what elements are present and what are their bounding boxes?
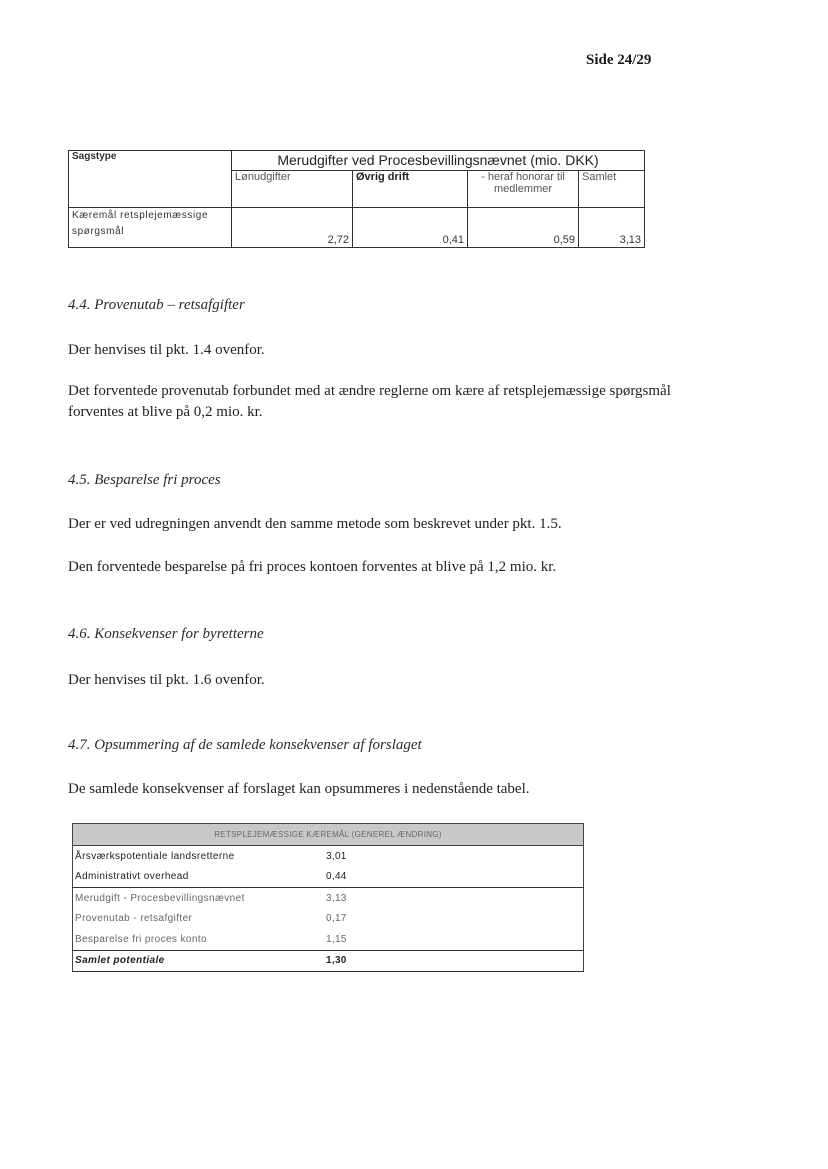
table-row — [73, 929, 584, 950]
col-ovrig-drift: Øvrig drift — [353, 171, 468, 208]
table-row — [73, 846, 584, 867]
paragraph: Der henvises til pkt. 1.6 ovenfor. — [68, 672, 265, 688]
cell-honorar: 0,59 — [468, 208, 579, 248]
merudgifter-table — [68, 150, 645, 248]
table-row — [73, 888, 584, 909]
section-heading-4-6: 4.6. Konsekvenser for byretterne — [68, 626, 264, 642]
row-label: Samlet potentiale — [73, 950, 325, 972]
table-row — [73, 867, 584, 888]
section-heading-4-5: 4.5. Besparelse fri proces — [68, 472, 221, 488]
col-lonudgifter: Lønudgifter — [232, 171, 353, 208]
summary-header: RETSPLEJEMÆSSIGE KÆREMÅL (GENEREL ÆNDRING) — [73, 824, 584, 846]
row-label: Årsværkspotentiale landsretterne — [73, 846, 325, 867]
summary-table — [72, 823, 584, 972]
row-label: Administrativt overhead — [73, 867, 325, 888]
table-row-total — [73, 950, 584, 972]
row-label: Besparelse fri proces konto — [73, 929, 325, 950]
section-heading-4-7: 4.7. Opsummering af de samlede konsekvenser af forslaget — [68, 737, 422, 753]
col-merudgifter-group: Merudgifter ved Procesbevillingsnævnet (mio. DKK) — [232, 151, 645, 171]
row-value: 0,17 — [324, 909, 584, 930]
paragraph: De samlede konsekvenser af forslaget kan opsummeres i nedenstående tabel. — [68, 781, 530, 797]
cell-lonudgifter: 2,72 — [232, 208, 353, 248]
table-row — [73, 909, 584, 930]
row-label: Merudgift - Procesbevillingsnævnet — [73, 888, 325, 909]
page-number: Side 24/29 — [586, 52, 652, 68]
col-sagstype: Sagstype — [69, 151, 232, 208]
col-samlet: Samlet — [579, 171, 645, 208]
cell-ovrig-drift: 0,41 — [353, 208, 468, 248]
row-value: 1,15 — [324, 929, 584, 950]
row-value: 3,01 — [324, 846, 584, 867]
col-honorar: - heraf honorar til medlemmer — [468, 171, 579, 208]
paragraph: Det forventede provenutab forbundet med at ændre reglerne om kære af retsplejemæssige spørgsmål forventes at blive på 0,2 mio. kr. — [68, 383, 671, 420]
row-value: 0,44 — [324, 867, 584, 888]
cell-samlet: 3,13 — [579, 208, 645, 248]
paragraph: Der henvises til pkt. 1.4 ovenfor. — [68, 342, 265, 358]
paragraph: Den forventede besparelse på fri proces kontoen forventes at blive på 1,2 mio. kr. — [68, 559, 557, 575]
section-heading-4-4: 4.4. Provenutab – retsafgifter — [68, 297, 245, 313]
row-label: Provenutab - retsafgifter — [73, 909, 325, 930]
row-label: Kæremål retsplejemæssige spørgsmål — [69, 208, 232, 248]
paragraph: Der er ved udregningen anvendt den samme metode som beskrevet under pkt. 1.5. — [68, 516, 562, 532]
row-value: 3,13 — [324, 888, 584, 909]
row-value: 1,30 — [324, 950, 584, 972]
